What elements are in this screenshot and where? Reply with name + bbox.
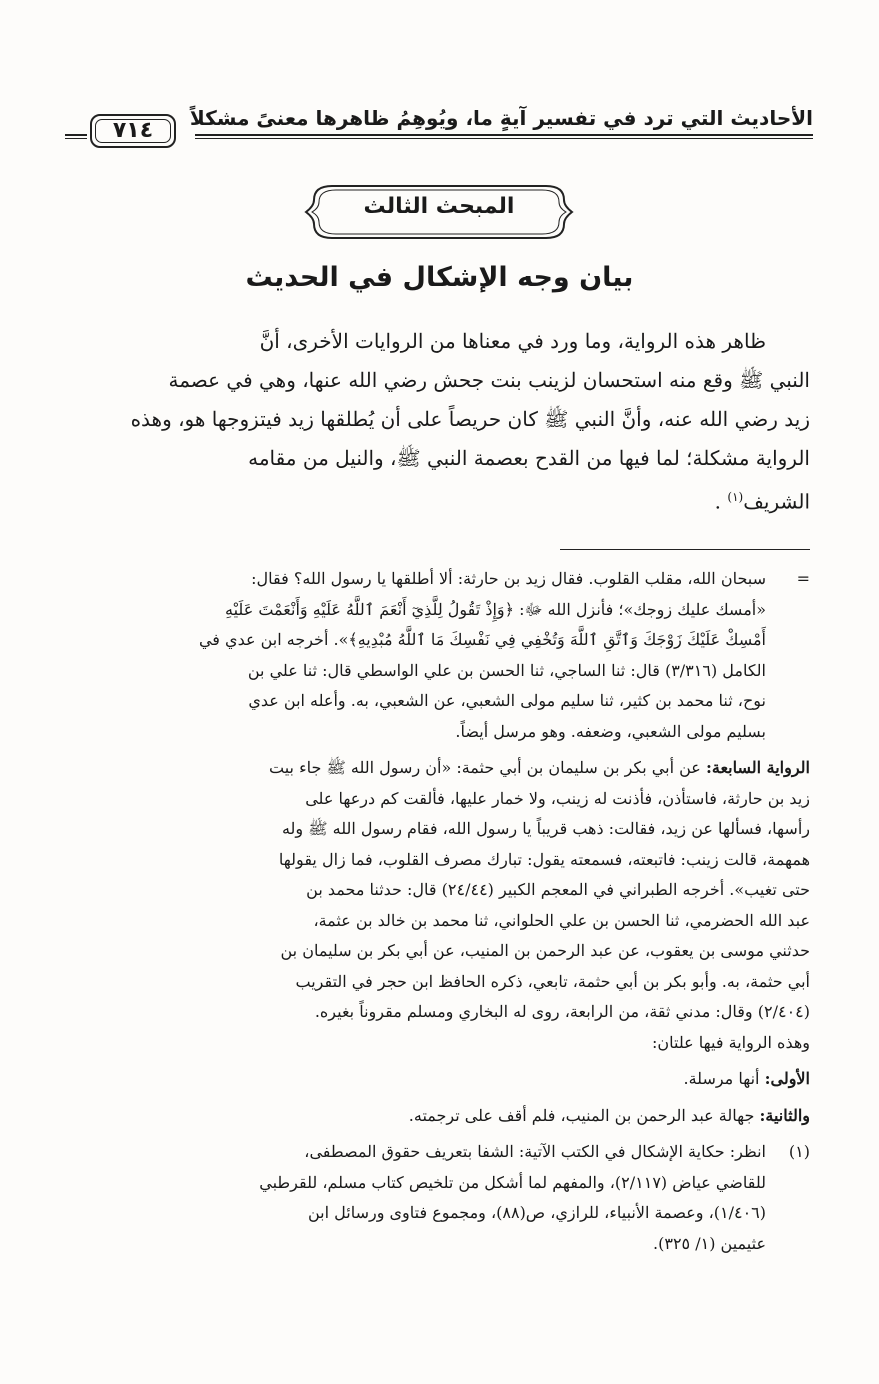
body-line: زيد رضي الله عنه، وأنَّ النبي ﷺ كان حريصاً على أن يُطلقها زيد فيتزوجها هو، وهذه [130,407,810,431]
header-rule-left [65,134,87,136]
seventh-narration [68,753,810,1058]
header-rule [195,134,813,136]
footnote-number: (١) [788,1142,810,1161]
note-line: رأسها، فسألها عن زيد، فقالت: ذهب قريباً يا رسول الله، فقام رسول الله ﷺ وله [281,819,810,838]
defect-first [68,1064,810,1095]
first-text: أنها مرسلة. [683,1069,760,1088]
header-rule-thin [195,138,813,139]
note-line: نوح، ثنا محمد بن كثير، ثنا سليم مولى الشعبي، عن الشعبي، به. وأعله ابن عدي [248,691,766,710]
main-paragraph [68,322,810,522]
section-cartouche [302,180,576,244]
note-line: «أمسك عليك زوجك»؛ فأنزل الله ﷻ: ﴿وَإِذْ تَقُولُ لِلَّذِيٓ أَنْعَمَ ٱللَّهُ عَلَيْهِ وَأَنْعَمْتَ عَلَيْهِ [224,599,766,619]
running-header [65,104,813,150]
page-number: ٧١٤ [90,114,176,148]
note-line: (٢/٤٠٤) وقال: مدني ثقة، من الرابعة، روى له البخاري ومسلم مقروناً بغيره. [314,1002,810,1021]
note-line: وهذه الرواية فيها علتان: [652,1032,810,1052]
footnote-line: (١/٤٠٦)، وعصمة الأنبياء، للرازي، ص(٨٨)، ومجموع فتاوى ورسائل ابن [307,1203,766,1222]
continued-note [68,564,810,747]
header-rule-left-thin [65,138,87,139]
section-heading: بيان وجه الإشكال في الحديث [245,262,634,293]
note-line: أبي حثمة، به. وأبو بكر بن أبي حثمة، تابعي، ذكره الحافظ ابن حجر في التقريب [295,971,810,991]
section-label: المبحث الثالث [363,194,515,219]
footnotes [68,564,810,1259]
second-text: جهالة عبد الرحمن بن المنيب، فلم أقف على ترجمته. [408,1105,755,1125]
note-line: عبد الله الحضرمي، ثنا الحسن بن علي الحلواني، ثنا محمد بن خالد بن عثمة، [313,910,810,930]
footnote-ref: (١) [727,490,744,504]
body-line: الشريف [743,489,810,514]
second-label: والثانية: [759,1105,810,1125]
note-line: حدثني موسى بن يعقوب، عن عبد الرحمن بن المنيب، عن أبي بكر بن سليمان بن [280,941,810,960]
running-title: الأحاديث التي ترد في تفسير آيةٍ ما، ويُوهِمُ ظاهرها معنىً مشكلاً [189,106,813,130]
body-end: . [714,489,722,514]
first-label: الأولى: [764,1069,810,1088]
body-line: النبي ﷺ وقع منه استحسان لزينب بنت جحش رضي الله عنها، وهي في عصمة [168,368,810,392]
footnote-line: عثيمين (١/ ٣٢٥). [653,1233,766,1253]
footnote-line: انظر: حكاية الإشكال في الكتب الآتية: الشفا بتعريف حقوق المصطفى، [304,1142,766,1161]
body-line: الرواية مشكلة؛ لما فيها من القدح بعصمة النبي ﷺ، والنيل من مقامه [248,446,810,470]
note-line: أَمْسِكْ عَلَيْكَ زَوْجَكَ وَٱتَّقِ ٱللَّهَ وَتُخْفِي فِي نَفْسِكَ مَا ٱللَّهُ مُبْدِيهِ﴾». أخرجه ابن عدي في [198,630,766,649]
seventh-label: الرواية السابعة: [705,758,810,777]
footnote-1 [68,1137,810,1259]
note-line: الرواية السابعة: عن أبي بكر بن سليمان بن أبي حثمة: «أن رسول الله ﷺ جاء بيت [269,758,810,777]
body-last-line [68,478,810,522]
note-line: حتى تغيب». أخرجه الطبراني في المعجم الكبير (٢٤/٤٤) قال: حدثنا محمد بن [306,880,810,899]
defect-second [68,1101,810,1132]
note-line: همهمة، قالت زينب: فاتبعته، فسمعته يقول: تبارك مصرف القلوب، فما زال يقولها [278,849,810,869]
note-line: بسليم مولى الشعبي، وضعفه. وهو مرسل أيضاً. [455,721,766,741]
footnote-line: للقاضي عياض (٢/١١٧)، والمفهم لما أشكل من تلخيص كتاب مسلم، للقرطبي [259,1172,766,1192]
footnote-separator [560,549,810,550]
continuation-marker: = [796,569,810,588]
note-line: زيد بن حارثة، فاستأذن، فأذنت له زينب، ولا خمار عليها، فألقت كم درعها على [305,788,810,808]
note-line: = سبحان الله، مقلب القلوب. فقال زيد بن حارثة: ألا أطلقها يا رسول الله؟ فقال: [68,564,810,595]
note-line: الكامل (٣/٣١٦) قال: ثنا الساجي، ثنا الحسن بن علي الواسطي قال: ثنا علي بن [247,660,766,680]
body-line: ظاهر هذه الرواية، وما ورد في معناها من الروايات الأخرى، أنَّ [259,329,766,353]
